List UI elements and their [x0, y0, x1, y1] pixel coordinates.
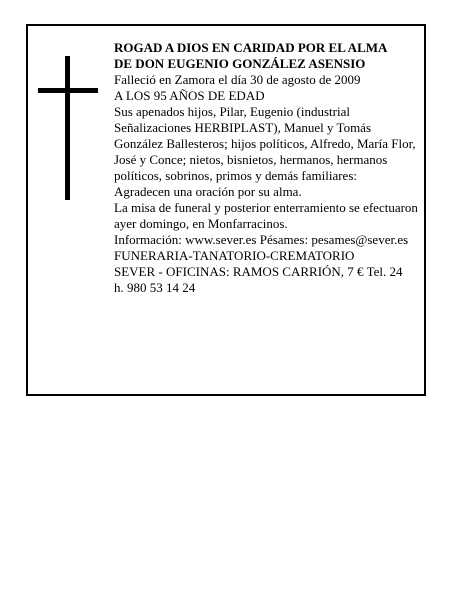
funeral-home-line3: h. 980 53 14 24	[114, 280, 196, 295]
notice-text	[114, 40, 420, 296]
notice-heading-line2: DE DON EUGENIO GONZÁLEZ ASENSIO	[114, 56, 366, 71]
family-list: Sus apenados hijos, Pilar, Eugenio (industrial Señalizaciones HERBIPLAST), Manuel y Tomás González Ballesteros; hijos políticos, Alfredo, María Flor, José y Conce; nietos, bisnietos, hermanos, hermanos políticos, sobrinos, primos y demás familiares:	[114, 104, 416, 183]
cross-horizontal-bar	[38, 88, 98, 93]
notice-heading-line1: ROGAD A DIOS EN CARIDAD POR EL ALMA	[114, 40, 388, 55]
funeral-home-line1: FUNERARIA-TANATORIO-CREMATORIO	[114, 248, 355, 263]
cross-vertical-bar	[65, 56, 70, 200]
contact-info: Información: www.sever.es Pésames: pesames@sever.es	[114, 232, 409, 247]
age-info: A LOS 95 AÑOS DE EDAD	[114, 88, 265, 103]
cross-icon	[38, 56, 98, 200]
funeral-info: La misa de funeral y posterior enterramiento se efectuaron ayer domingo, en Monfarracinos.	[114, 200, 418, 231]
obituary-notice	[26, 24, 426, 396]
prayer-request: Agradecen una oración por su alma.	[114, 184, 302, 199]
funeral-home-line2: SEVER - OFICINAS: RAMOS CARRIÓN, 7 € Tel. 24	[114, 264, 403, 279]
death-info: Falleció en Zamora el día 30 de agosto de 2009	[114, 72, 361, 87]
